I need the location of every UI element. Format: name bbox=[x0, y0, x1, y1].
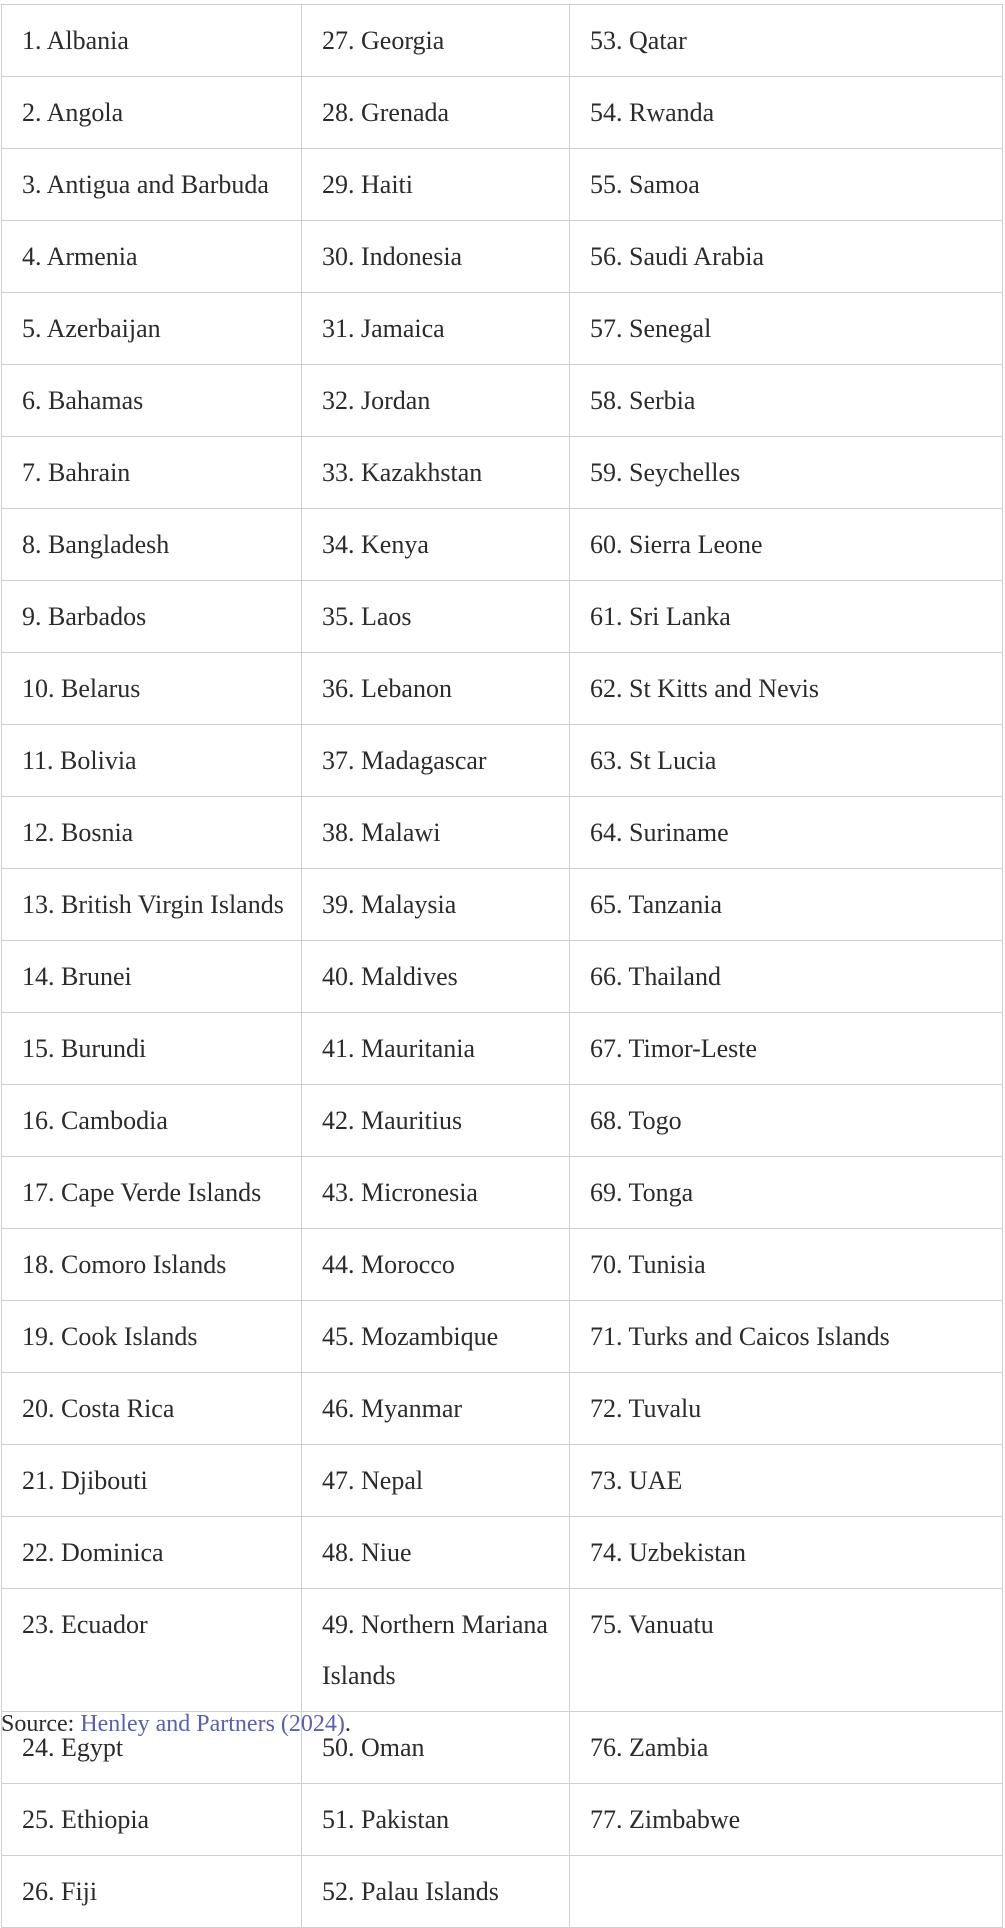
country-entry: 39. Malaysia bbox=[322, 890, 457, 919]
table-cell bbox=[302, 1085, 570, 1157]
table-cell bbox=[570, 1445, 1003, 1517]
table-cell bbox=[2, 797, 302, 869]
country-entry: 63. St Lucia bbox=[590, 746, 717, 775]
table-cell bbox=[302, 221, 570, 293]
table-cell bbox=[2, 1517, 302, 1589]
table-cell bbox=[570, 437, 1003, 509]
table-row bbox=[2, 1517, 1003, 1589]
country-entry: 32. Jordan bbox=[322, 386, 431, 415]
country-entry: 10. Belarus bbox=[22, 674, 141, 703]
table-cell bbox=[2, 1856, 302, 1928]
table-cell bbox=[2, 1085, 302, 1157]
country-entry: 54. Rwanda bbox=[590, 98, 715, 127]
table-cell bbox=[302, 941, 570, 1013]
table-row bbox=[2, 1013, 1003, 1085]
country-entry: 60. Sierra Leone bbox=[590, 530, 763, 559]
country-entry: 42. Mauritius bbox=[322, 1106, 463, 1135]
country-entry: 50. Oman bbox=[322, 1733, 425, 1762]
table-cell bbox=[302, 797, 570, 869]
country-entry: 7. Bahrain bbox=[22, 458, 131, 487]
country-entry: 6. Bahamas bbox=[22, 386, 144, 415]
country-entry: 51. Pakistan bbox=[322, 1805, 450, 1834]
table-cell bbox=[302, 1157, 570, 1229]
table-cell bbox=[570, 725, 1003, 797]
table-cell bbox=[2, 1373, 302, 1445]
table-row bbox=[2, 869, 1003, 941]
country-entry: 61. Sri Lanka bbox=[590, 602, 731, 631]
country-entry: 20. Costa Rica bbox=[22, 1394, 175, 1423]
country-entry: 62. St Kitts and Nevis bbox=[590, 674, 819, 703]
table-cell bbox=[2, 1445, 302, 1517]
country-entry: 59. Seychelles bbox=[590, 458, 741, 487]
country-entry: 44. Morocco bbox=[322, 1250, 455, 1279]
table-cell bbox=[2, 1784, 302, 1856]
country-entry: 8. Bangladesh bbox=[22, 530, 170, 559]
table-row bbox=[2, 509, 1003, 581]
table-cell bbox=[2, 5, 302, 77]
table-cell bbox=[302, 725, 570, 797]
table-cell bbox=[302, 1229, 570, 1301]
country-entry: 48. Niue bbox=[322, 1538, 412, 1567]
country-entry: 27. Georgia bbox=[322, 26, 445, 55]
country-entry: 72. Tuvalu bbox=[590, 1394, 702, 1423]
table-cell bbox=[570, 653, 1003, 725]
table-cell bbox=[302, 509, 570, 581]
table-row bbox=[2, 1085, 1003, 1157]
table-cell bbox=[570, 365, 1003, 437]
country-entry: 17. Cape Verde Islands bbox=[22, 1178, 262, 1207]
country-entry: 52. Palau Islands bbox=[322, 1877, 499, 1906]
table-row bbox=[2, 365, 1003, 437]
country-entry: 41. Mauritania bbox=[322, 1034, 476, 1063]
country-entry: 66. Thailand bbox=[590, 962, 721, 991]
country-entry: 75. Vanuatu bbox=[590, 1610, 714, 1639]
table-cell bbox=[570, 1013, 1003, 1085]
table-cell bbox=[570, 1229, 1003, 1301]
table-row bbox=[2, 221, 1003, 293]
country-entry: 38. Malawi bbox=[322, 818, 441, 847]
table-row bbox=[2, 77, 1003, 149]
table-cell bbox=[302, 581, 570, 653]
country-entry: 30. Indonesia bbox=[322, 242, 463, 271]
source-note bbox=[1, 1709, 351, 1739]
table-cell bbox=[2, 221, 302, 293]
country-entry: 24. Egypt bbox=[22, 1733, 124, 1762]
table-cell bbox=[2, 1013, 302, 1085]
country-entry: 15. Burundi bbox=[22, 1034, 147, 1063]
table-cell bbox=[302, 5, 570, 77]
country-entry: 64. Suriname bbox=[590, 818, 729, 847]
table-row bbox=[2, 437, 1003, 509]
table-row bbox=[2, 941, 1003, 1013]
table-cell bbox=[570, 1301, 1003, 1373]
country-entry: 2. Angola bbox=[22, 98, 124, 127]
table-cell bbox=[570, 77, 1003, 149]
country-entry: 3. Antigua and Barbuda bbox=[22, 170, 269, 199]
table-cell bbox=[2, 653, 302, 725]
table-cell bbox=[302, 1784, 570, 1856]
country-entry: 65. Tanzania bbox=[590, 890, 722, 919]
table-cell bbox=[570, 293, 1003, 365]
table-row bbox=[2, 293, 1003, 365]
table-cell bbox=[2, 437, 302, 509]
table-cell bbox=[570, 1784, 1003, 1856]
table-row bbox=[2, 1157, 1003, 1229]
table-cell bbox=[302, 1445, 570, 1517]
country-entry: 40. Maldives bbox=[322, 962, 458, 991]
table-cell bbox=[2, 725, 302, 797]
source-link[interactable]: Henley and Partners (2024) bbox=[80, 1711, 345, 1737]
table-cell bbox=[2, 293, 302, 365]
table-cell bbox=[2, 365, 302, 437]
table-cell bbox=[2, 509, 302, 581]
country-entry: 11. Bolivia bbox=[22, 746, 137, 775]
country-entry: 9. Barbados bbox=[22, 602, 147, 631]
table-cell bbox=[302, 77, 570, 149]
country-entry: 16. Cambodia bbox=[22, 1106, 168, 1135]
table-cell bbox=[570, 1856, 1003, 1928]
table-cell bbox=[570, 1517, 1003, 1589]
table-row bbox=[2, 1229, 1003, 1301]
country-entry: 37. Madagascar bbox=[322, 746, 487, 775]
country-entry: 34. Kenya bbox=[322, 530, 429, 559]
table-cell bbox=[302, 1856, 570, 1928]
country-entry: 57. Senegal bbox=[590, 314, 712, 343]
country-entry: 73. UAE bbox=[590, 1466, 683, 1495]
country-entry: 68. Togo bbox=[590, 1106, 682, 1135]
table-cell bbox=[2, 77, 302, 149]
country-entry: 49. Northern Mariana Islands bbox=[322, 1610, 548, 1690]
table-row bbox=[2, 797, 1003, 869]
table-cell bbox=[570, 1589, 1003, 1712]
table-cell bbox=[2, 149, 302, 221]
table-cell bbox=[302, 437, 570, 509]
table-cell bbox=[570, 1712, 1003, 1784]
country-entry: 36. Lebanon bbox=[322, 674, 452, 703]
table-cell bbox=[2, 1301, 302, 1373]
table-cell bbox=[302, 653, 570, 725]
table-cell bbox=[570, 509, 1003, 581]
table-row bbox=[2, 1373, 1003, 1445]
table-cell bbox=[570, 1157, 1003, 1229]
country-entry: 35. Laos bbox=[322, 602, 412, 631]
table-cell bbox=[570, 941, 1003, 1013]
country-entry: 74. Uzbekistan bbox=[590, 1538, 746, 1567]
country-entry: 22. Dominica bbox=[22, 1538, 164, 1567]
table-cell bbox=[302, 869, 570, 941]
table-cell bbox=[302, 1517, 570, 1589]
table-cell bbox=[570, 221, 1003, 293]
country-entry: 46. Myanmar bbox=[322, 1394, 463, 1423]
country-entry: 26. Fiji bbox=[22, 1877, 98, 1906]
country-entry: 47. Nepal bbox=[322, 1466, 424, 1495]
table-row bbox=[2, 1589, 1003, 1712]
table-cell bbox=[302, 1301, 570, 1373]
table-cell bbox=[2, 941, 302, 1013]
table-row bbox=[2, 653, 1003, 725]
country-entry: 31. Jamaica bbox=[322, 314, 445, 343]
country-entry: 23. Ecuador bbox=[22, 1610, 148, 1639]
source-suffix: . bbox=[344, 1711, 351, 1737]
table-cell bbox=[570, 5, 1003, 77]
country-entry: 29. Haiti bbox=[322, 170, 413, 199]
countries-table-body bbox=[2, 5, 1003, 1928]
country-entry: 28. Grenada bbox=[322, 98, 450, 127]
table-cell bbox=[570, 1373, 1003, 1445]
country-entry: 53. Qatar bbox=[590, 26, 687, 55]
table-cell bbox=[2, 869, 302, 941]
country-entry: 33. Kazakhstan bbox=[322, 458, 483, 487]
country-entry: 67. Timor-Leste bbox=[590, 1034, 758, 1063]
source-label: Source: bbox=[1, 1711, 81, 1737]
country-entry: 56. Saudi Arabia bbox=[590, 242, 765, 271]
table-cell bbox=[302, 365, 570, 437]
country-entry: 69. Tonga bbox=[590, 1178, 694, 1207]
country-entry: 43. Micronesia bbox=[322, 1178, 478, 1207]
table-row bbox=[2, 1784, 1003, 1856]
table-row bbox=[2, 1856, 1003, 1928]
country-entry: 55. Samoa bbox=[590, 170, 700, 199]
country-entry: 5. Azerbaijan bbox=[22, 314, 161, 343]
country-entry: 14. Brunei bbox=[22, 962, 132, 991]
table-cell bbox=[302, 1589, 570, 1712]
country-entry: 45. Mozambique bbox=[322, 1322, 499, 1351]
countries-table bbox=[1, 4, 1003, 1928]
table-row bbox=[2, 725, 1003, 797]
country-entry: 13. British Virgin Islands bbox=[22, 890, 284, 919]
country-entry: 21. Djibouti bbox=[22, 1466, 148, 1495]
table-cell bbox=[570, 797, 1003, 869]
country-entry: 18. Comoro Islands bbox=[22, 1250, 227, 1279]
table-cell bbox=[302, 1013, 570, 1085]
country-entry: 19. Cook Islands bbox=[22, 1322, 198, 1351]
country-entry: 76. Zambia bbox=[590, 1733, 709, 1762]
table-row bbox=[2, 5, 1003, 77]
table-cell bbox=[2, 1229, 302, 1301]
table-cell bbox=[570, 1085, 1003, 1157]
country-entry: 77. Zimbabwe bbox=[590, 1805, 741, 1834]
table-cell bbox=[570, 581, 1003, 653]
country-entry: 25. Ethiopia bbox=[22, 1805, 150, 1834]
country-entry: 58. Serbia bbox=[590, 386, 696, 415]
country-entry: 1. Albania bbox=[22, 26, 129, 55]
table-cell bbox=[302, 1373, 570, 1445]
table-cell bbox=[302, 293, 570, 365]
table-cell bbox=[570, 149, 1003, 221]
table-row bbox=[2, 1301, 1003, 1373]
table-cell bbox=[2, 1589, 302, 1712]
country-entry: 70. Tunisia bbox=[590, 1250, 706, 1279]
table-cell bbox=[2, 1157, 302, 1229]
table-cell bbox=[302, 149, 570, 221]
table-row bbox=[2, 581, 1003, 653]
country-entry: 71. Turks and Caicos Islands bbox=[590, 1322, 890, 1351]
table-cell bbox=[570, 869, 1003, 941]
table-cell bbox=[2, 581, 302, 653]
country-entry: 4. Armenia bbox=[22, 242, 138, 271]
table-row bbox=[2, 149, 1003, 221]
country-entry: 12. Bosnia bbox=[22, 818, 134, 847]
table-row bbox=[2, 1445, 1003, 1517]
